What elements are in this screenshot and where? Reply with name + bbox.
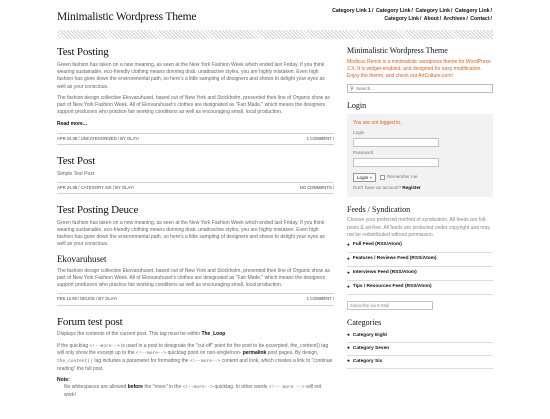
post-body xyxy=(57,171,334,178)
nav-category-link-2[interactable]: Category Link xyxy=(375,8,411,14)
feed-label[interactable]: Interviews Feed (RSS/Atom) xyxy=(352,269,417,275)
nav-category-link-4[interactable]: Category Link xyxy=(454,8,490,14)
post-text: If the quicktag xyxy=(57,342,89,349)
code-snippet: <!-- more --> xyxy=(268,385,305,391)
nav-category-link-1[interactable]: Category Link 1 xyxy=(332,8,372,14)
note-text xyxy=(57,384,334,399)
post-text: tag includes a parameter for formatting the xyxy=(94,357,189,364)
post xyxy=(57,316,334,399)
search-icon[interactable]: ⚲ xyxy=(350,86,354,93)
read-more-link[interactable]: Read more... xyxy=(57,120,88,127)
code-snippet: <!--more--> xyxy=(89,343,120,349)
login-button[interactable]: Login » xyxy=(353,173,376,182)
categories-widget xyxy=(347,318,493,369)
post-title[interactable]: Test Posting Deuce xyxy=(57,203,139,216)
bullet-icon: ● xyxy=(347,332,350,338)
post-text: post pages. By design, xyxy=(267,350,319,357)
code-snippet: the_content() xyxy=(57,358,93,364)
category-list xyxy=(347,330,493,369)
post-body xyxy=(57,220,334,290)
nav-separator: / xyxy=(420,16,422,23)
category-item[interactable] xyxy=(347,356,493,369)
login-field-label: Login xyxy=(353,130,365,136)
code-snippet: <!--more--> xyxy=(182,385,213,391)
nav-category-link-3[interactable]: Category Link xyxy=(415,8,451,14)
post-paragraph xyxy=(57,331,334,338)
nav-archives[interactable]: Archives xyxy=(443,16,466,23)
post xyxy=(57,155,334,194)
feed-item[interactable] xyxy=(347,239,493,253)
search-box xyxy=(347,84,493,93)
bullet-icon: ● xyxy=(347,256,350,262)
bullet-icon: ● xyxy=(347,270,350,276)
post-paragraph xyxy=(57,343,334,373)
post-text: is used in a post to designate the "cut-off" point for the post to be excerpted, the_content() tag will only show the excerpt up to the xyxy=(57,342,329,357)
login-username-field[interactable] xyxy=(353,138,439,147)
register-line xyxy=(353,185,487,192)
sidebar xyxy=(347,46,493,377)
search-input[interactable] xyxy=(356,85,486,92)
bullet-icon: ● xyxy=(347,242,350,248)
remember-me[interactable] xyxy=(380,174,417,181)
subscribe-email-input[interactable]: Subscribe via E-Mail xyxy=(347,301,433,310)
post-paragraph: The fashion design collective Ekovaruhuset, based out of New York and Stockholm, presented their line of Organic show as part of New York Fashion Week. All of Ekovaruhuset's clothes are designated as "Fair Made," which means the designers support producers who practice fair working conditions as well as encouraging small, local production. xyxy=(57,94,330,116)
login-actions xyxy=(353,173,487,182)
login-widget xyxy=(347,101,493,196)
post-title[interactable]: Forum test post xyxy=(57,315,123,328)
post-comments-link[interactable]: NO COMMENTS / xyxy=(299,184,334,190)
no-account-text: Don't have an account? xyxy=(353,185,402,190)
about-text: Modicus Remix is a minimalistic wordpress theme for WordPress 2.X. It is widget-enabled, and designed for easy modification. Enjoy the theme, and check out ArtCulture.com! xyxy=(347,58,491,80)
register-link[interactable]: Register xyxy=(402,185,421,190)
post-text: the "more" in the xyxy=(144,384,182,391)
bullet-icon: ● xyxy=(347,284,350,289)
site-title[interactable]: Minimalistic Wordpress Theme xyxy=(57,11,197,23)
feed-item[interactable] xyxy=(347,253,493,267)
nav-separator: / xyxy=(372,8,374,14)
category-item[interactable] xyxy=(347,343,493,356)
post xyxy=(57,204,334,306)
nav-about[interactable]: About xyxy=(423,16,439,23)
post-text: content and look, which creates a link to "continue reading" the full post. xyxy=(57,357,333,372)
category-item[interactable] xyxy=(347,330,493,343)
feed-item[interactable] xyxy=(347,267,493,281)
post-text: quicktag. In other words xyxy=(214,384,268,391)
nav-separator: / xyxy=(490,16,492,23)
post-paragraph: Green fashion has taken on a new meaning, as seen at the New York Fashion Week which ended last Friday. If you think wearing sustainable, eco-friendly clothing means donning drab, unattractive styles, you are highly mistaken. Even high fashion has gone down the environmental path, so here's a little sampling of designers and shows to delight your eyes as well as your conscious. xyxy=(57,61,325,90)
remember-me-label: Remember me xyxy=(387,174,418,180)
post-text: Displays the contents of the current post. This tag must be within xyxy=(57,331,201,338)
post-meta xyxy=(57,182,334,194)
code-snippet: <!--more--> xyxy=(135,351,167,357)
feed-item[interactable] xyxy=(347,281,493,295)
feeds-widget xyxy=(347,205,493,310)
post-text: quicktag point on non-single/non- xyxy=(167,350,242,357)
post-text: will not work! xyxy=(64,384,322,398)
login-widget-title: Login xyxy=(347,101,367,111)
post-comments-link[interactable]: 1 COMMENT / xyxy=(306,135,334,141)
password-field-label: Password xyxy=(353,150,374,156)
remember-me-checkbox[interactable] xyxy=(380,175,385,180)
login-form xyxy=(347,114,493,197)
site-header xyxy=(0,0,550,40)
main-content xyxy=(57,46,334,405)
feed-label[interactable]: Tips / Resources Feed (RSS/Atom) xyxy=(352,283,432,289)
login-status: You are not logged in. xyxy=(353,119,402,126)
nav-separator: / xyxy=(439,16,442,23)
nav-separator: / xyxy=(466,16,468,23)
nav-contact[interactable]: Contact xyxy=(470,16,490,23)
post-title[interactable]: Test Posting xyxy=(57,46,109,58)
login-password-field[interactable] xyxy=(353,158,439,167)
code-snippet: <!--more--> xyxy=(189,358,221,364)
post-meta xyxy=(57,133,334,145)
feeds-widget-title: Feeds / Syndication xyxy=(347,204,411,214)
feeds-text: Choose your preferred method of syndication. All feeds are full-posts & ad-free. All feeds are protected under copyright and may not be redistributed without permission. xyxy=(347,217,490,238)
nav-separator: / xyxy=(490,8,492,14)
note-label: Note: xyxy=(57,376,70,383)
post-body xyxy=(57,62,334,117)
nav-separator: / xyxy=(451,8,453,14)
post-meta-info[interactable]: FEB 12.08 / DEUCE / BY OLAY! xyxy=(57,296,118,302)
about-widget-title: Minimalistic Wordpress Theme xyxy=(347,46,448,55)
post-comments-link[interactable]: 1 COMMENT / xyxy=(306,296,334,302)
feed-label[interactable]: Full Feed (RSS/Atom) xyxy=(352,242,402,247)
category-label[interactable]: Category Six xyxy=(352,358,383,364)
post-subheading: Ekovaruhuset xyxy=(57,253,107,264)
the-loop-link[interactable]: The_Loop xyxy=(201,331,226,338)
feed-label[interactable]: Features / Reviews Feed (RSS/Atom) xyxy=(352,255,437,261)
bullet-icon: ● xyxy=(347,358,350,364)
top-navigation xyxy=(323,7,493,23)
about-widget xyxy=(347,46,493,93)
post-meta xyxy=(57,293,334,305)
post-paragraph: Green fashion has taken on a new meaning, as seen at the New York Fashion Week which ended last Friday. If you think wearing sustainable, eco-friendly clothing means donning drab, unattractive styles, you are highly mistaken. Even high fashion has gone down the environmental path, so here's a little sampling of designers and shows to delight your eyes as well as your conscious. xyxy=(57,219,325,248)
post-text: No whitespaces are allowed xyxy=(64,384,127,391)
permalink-link[interactable]: permalink xyxy=(242,350,267,357)
post-meta-info[interactable]: APR 24.08 / CATEGORY SIX / BY OLAY! xyxy=(57,184,134,190)
post-paragraph: The fashion design collective Ekovaruhuset, based out of New York and Stockholm, presented their line of Organic show as part of New York Fashion Week. All of Ekovaruhuset's clothes are designated as "Fair Made," which means the designers support producers who practice fair working conditions as well as encouraging small, local production. xyxy=(57,267,330,289)
post-title[interactable]: Test Post xyxy=(57,154,96,167)
post-paragraph: Simple Test Post xyxy=(57,170,95,177)
header-stripe-divider xyxy=(57,30,493,39)
bullet-icon: ● xyxy=(347,345,350,351)
category-label[interactable]: Category Seven xyxy=(352,345,390,351)
emphasis-text: before xyxy=(127,384,143,391)
post-body xyxy=(57,331,334,399)
post xyxy=(57,46,334,145)
post-meta-info[interactable]: APR 24.08 / UNCATEGORIZED / BY OLAY! xyxy=(57,135,139,141)
categories-widget-title: Categories xyxy=(347,317,382,327)
nav-separator: / xyxy=(411,8,413,14)
nav-category-link-5[interactable]: Category Link xyxy=(384,16,420,23)
feed-list xyxy=(347,239,493,295)
category-label[interactable]: Category Eight xyxy=(352,332,388,338)
